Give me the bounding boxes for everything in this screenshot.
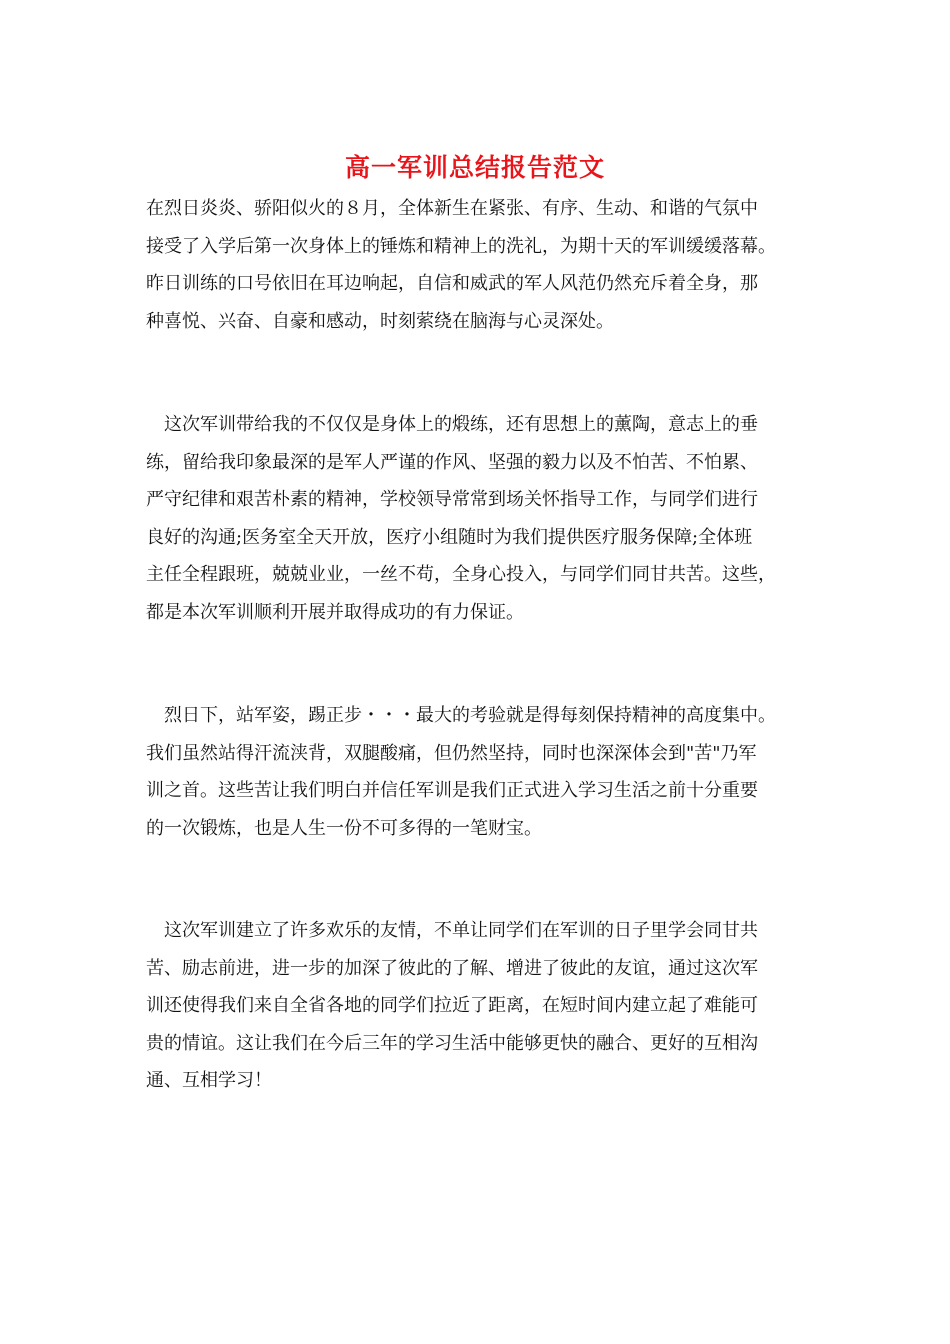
paragraph-line: 种喜悦、兴奋、自豪和感动，时刻萦绕在脑海与心灵深处。 (146, 310, 614, 332)
paragraph-line: 严守纪律和艰苦朴素的精神，学校领导常常到场关怀指导工作，与同学们进行 (146, 489, 758, 510)
paragraph-line: 烈日下，站军姿，踢正步・・・最大的考验就是得每刻保持精神的高度集中。 (164, 705, 776, 726)
document-title: 高一军训总结报告范文 (344, 153, 605, 182)
paragraph-line: 我们虽然站得汗流浃背，双腿酸痛，但仍然坚持，同时也深深体会到"苦"乃军 (146, 742, 757, 764)
paragraph-line: 训还使得我们来自全省各地的同学们拉近了距离，在短时间内建立起了难能可 (146, 995, 758, 1016)
paragraph-line: 训之首。这些苦让我们明白并信任军训是我们正式进入学习生活之前十分重要 (146, 780, 758, 801)
paragraph-4 (146, 912, 814, 1100)
paragraph-2 (146, 406, 814, 631)
paragraph-line: 这次军训建立了许多欢乐的友情，不单让同学们在军训的日子里学会同甘共 (164, 920, 758, 941)
paragraph-line: 苦、励志前进，进一步的加深了彼此的了解、增进了彼此的友谊，通过这次军 (146, 957, 758, 979)
paragraph-line: 贵的情谊。这让我们在今后三年的学习生活中能够更快的融合、更好的互相沟 (146, 1032, 758, 1054)
paragraph-line: 通、互相学习！ (146, 1070, 272, 1091)
paragraph-3 (146, 697, 814, 847)
paragraph-line: 接受了入学后第一次身体上的锤炼和精神上的洗礼，为期十天的军训缓缓落幕。 (146, 235, 776, 257)
paragraph-line: 都是本次军训顺利开展并取得成功的有力保证。 (146, 601, 524, 623)
paragraph-line: 良好的沟通;医务室全天开放，医疗小组随时为我们提供医疗服务保障;全体班 (146, 526, 753, 548)
paragraph-line: 昨日训练的口号依旧在耳边响起，自信和威武的军人风范仍然充斥着全身，那 (146, 273, 758, 294)
paragraph-line: 主任全程跟班，兢兢业业，一丝不苟，全身心投入，与同学们同甘共苦。这些， (146, 564, 776, 585)
paragraph-line: 的一次锻炼，也是人生一份不可多得的一笔财宝。 (146, 817, 542, 839)
paragraph-line: 练，留给我印象最深的是军人严谨的作风、坚强的毅力以及不怕苦、不怕累、 (146, 451, 758, 473)
paragraph-line: 在烈日炎炎、骄阳似火的８月，全体新生在紧张、有序、生动、和谐的气氛中 (146, 198, 758, 219)
paragraph-1 (146, 190, 814, 340)
paragraph-line: 这次军训带给我的不仅仅是身体上的煅练，还有思想上的薰陶，意志上的垂 (164, 414, 758, 435)
